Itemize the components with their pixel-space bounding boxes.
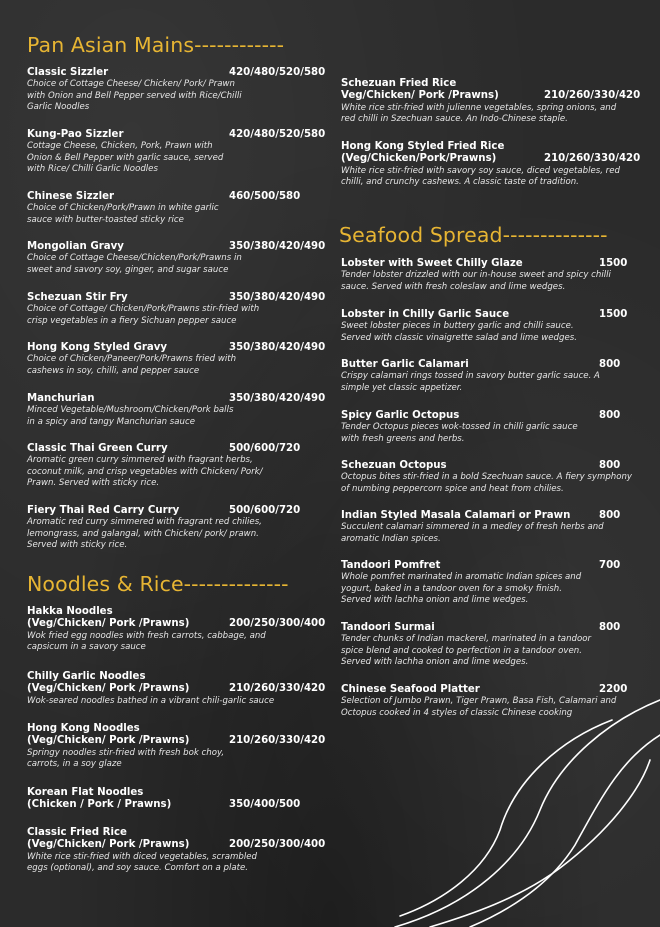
menu-item [341,410,641,445]
item-name: Classic Sizzler [27,67,109,78]
item-description: Choice of Chicken/Pork/Prawn in white garlic sauce with butter-toasted sticky rice [27,203,219,225]
menu-item [341,622,641,669]
item-description: Tender Octopus pieces wok-tossed in chilli garlic sauce with fresh greens and herbs. [341,422,578,444]
menu-item [341,309,641,344]
item-name: Hong Kong Noodles (Veg/Chicken/ Pork /Prawns) [27,723,190,747]
menu-item [27,827,332,874]
menu-item [341,460,641,495]
item-name: Indian Styled Masala Calamari or Prawn [341,510,571,521]
item-price: 350/380/420/490 [229,241,326,252]
menu-item [27,787,332,812]
item-name: Mongolian Gravy [27,241,124,252]
item-description: Choice of Cottage/ Chicken/Pork/Prawns stir-fried with crisp vegetables in a fiery Sichuan pepper sauce [27,304,260,326]
item-price: 350/380/420/490 [229,342,326,353]
menu-item [341,78,641,125]
item-name: Chinese Seafood Platter [341,684,480,695]
menu-item [27,292,332,327]
item-price: 500/600/720 [229,443,301,454]
item-name: Hong Kong Styled Gravy [27,342,168,353]
menu-item [27,342,332,377]
item-name: Lobster in Chilly Garlic Sauce [341,309,510,320]
item-price: 210/260/330/420 [544,90,641,101]
item-name: Schezuan Octopus [341,460,447,471]
item-price: 800 [599,622,621,633]
menu-item [27,505,332,552]
item-description: Sweet lobster pieces in buttery garlic and chilli sauce. Served with classic vinaigrette salad and lime wedges. [341,321,577,343]
item-price: 1500 [599,309,628,320]
item-price: 1500 [599,258,628,269]
item-name: Hong Kong Styled Fried Rice (Veg/Chicken/Pork/Prawns) [341,141,505,165]
item-price: 460/500/580 [229,191,301,202]
item-name: Fiery Thai Red Carry Curry [27,505,180,516]
item-price: 2200 [599,684,628,695]
item-name: Tandoori Surmai [341,622,435,633]
item-name: Chinese Sizzler [27,191,115,202]
item-price: 800 [599,410,621,421]
item-description: Tender chunks of Indian mackerel, marinated in a tandoor spice blend and cooked to perfection in a tandoor oven. Served with lachha onion and lime wedges. [341,634,592,668]
item-price: 500/600/720 [229,505,301,516]
menu-item [341,684,641,719]
item-description: Wok fried egg noodles with fresh carrots, cabbage, and capsicum in a savory sauce [27,630,266,652]
menu-item [27,606,332,653]
item-price: 800 [599,510,621,521]
item-price: 200/250/300/400 [229,839,326,850]
section-title-pan-asian-mains: Pan Asian Mains------------ [27,33,285,57]
item-description: Selection of Jumbo Prawn, Tiger Prawn, Basa Fish, Calamari and Octopus cooked in 4 styles of classic Chinese cooking [341,696,617,718]
item-price: 350/380/420/490 [229,393,326,404]
item-price: 700 [599,560,621,571]
menu-item [341,141,641,188]
item-description: White rice stir-fried with diced vegetables, scrambled eggs (optional), and soy sauce. Comfort on a plate. [27,851,257,873]
item-name: Manchurian [27,393,95,404]
menu-item [27,443,332,490]
menu-item [27,191,332,226]
menu-item [27,393,332,428]
item-price: 210/260/330/420 [544,153,641,164]
menu-item [341,560,641,607]
item-price: 200/250/300/400 [229,618,326,629]
item-name: Butter Garlic Calamari [341,359,469,370]
item-name: Tandoori Pomfret [341,560,441,571]
item-price: 350/400/500 [229,799,301,810]
item-description: Choice of Cottage Cheese/ Chicken/ Pork/ Prawn with Onion and Bell Pepper served with Rice/Chilli Garlic Noodles [27,79,242,113]
item-description: Choice of Chicken/Paneer/Pork/Prawns fried with cashews in soy, chilli, and pepper sauce [27,354,237,376]
item-description: Crispy calamari rings tossed in savory butter garlic sauce. A simple yet classic appetizer. [341,371,600,393]
menu-item [27,723,332,770]
menu-item [27,241,332,276]
section-title-seafood-spread: Seafood Spread-------------- [339,223,608,247]
item-name: Schezuan Fried Rice Veg/Chicken/ Pork /Prawns) [341,78,499,102]
item-price: 210/260/330/420 [229,735,326,746]
item-name: Classic Thai Green Curry [27,443,168,454]
menu-item [341,510,641,545]
menu-item [27,129,332,176]
item-description: Choice of Cottage Cheese/Chicken/Pork/Prawns in sweet and savory soy, ginger, and sugar sauce [27,253,242,275]
item-name: Hakka Noodles (Veg/Chicken/ Pork /Prawns) [27,606,190,630]
item-description: Springy noodles stir-fried with fresh bok choy, carrots, in a soy glaze [27,747,225,769]
menu-item [341,258,641,293]
item-price: 800 [599,460,621,471]
item-price: 800 [599,359,621,370]
item-description: Aromatic green curry simmered with fragrant herbs, coconut milk, and crisp vegetables with Chicken/ Pork/ Prawn. Served with sticky rice. [27,455,263,489]
item-name: Lobster with Sweet Chilly Glaze [341,258,523,269]
item-name: Korean Flat Noodles (Chicken / Pork / Prawns) [27,787,172,811]
item-price: 210/260/330/420 [229,683,326,694]
item-price: 420/480/520/580 [229,67,326,78]
item-description: White rice stir-fried with savory soy sauce, diced vegetables, red chilli, and crunchy cashews. A classic taste of tradition. [341,165,620,187]
item-price: 350/380/420/490 [229,292,326,303]
item-description: Cottage Cheese, Chicken, Pork, Prawn with Onion & Bell Pepper with garlic sauce, served with Rice/ Chilli Garlic Noodles [27,141,224,175]
item-description: Octopus bites stir-fried in a bold Szechuan sauce. A fiery symphony of numbing peppercorn spice and heat from chilies. [341,472,633,494]
item-description: Wok-seared noodles bathed in a vibrant chili-garlic sauce [27,695,275,706]
item-name: Kung-Pao Sizzler [27,129,124,140]
item-name: Spicy Garlic Octopus [341,410,460,421]
item-description: Aromatic red curry simmered with fragrant red chilies, lemongrass, and galangal, with Chicken/ pork/ prawn. Served with sticky rice. [27,517,262,551]
item-description: Succulent calamari simmered in a medley of fresh herbs and aromatic Indian spices. [341,522,604,544]
section-title-noodles-rice: Noodles & Rice-------------- [27,572,289,596]
item-description: Tender lobster drizzled with our in-house sweet and spicy chilli sauce. Served with fresh coleslaw and lime wedges. [341,270,611,292]
item-name: Classic Fried Rice (Veg/Chicken/ Pork /Prawns) [27,827,190,851]
item-description: White rice stir-fried with julienne vegetables, spring onions, and red chilli in Szechuan sauce. An Indo-Chinese staple. [341,102,617,124]
menu-item [341,359,641,394]
menu-item [27,671,332,707]
item-name: Schezuan Stir Fry [27,292,128,303]
item-price: 420/480/520/580 [229,129,326,140]
item-name: Chilly Garlic Noodles (Veg/Chicken/ Pork /Prawns) [27,671,190,695]
item-description: Minced Vegetable/Mushroom/Chicken/Pork balls in a spicy and tangy Manchurian sauce [27,405,234,427]
menu-item [27,67,332,114]
item-description: Whole pomfret marinated in aromatic Indian spices and yogurt, baked in a tandoor oven for a smoky finish. Served with lachha onion and lime wedges. [341,572,582,606]
